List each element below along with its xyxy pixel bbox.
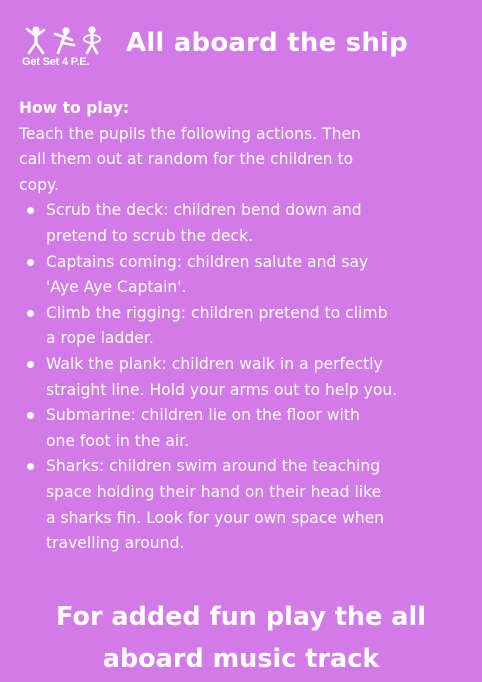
action-line: one foot in the air. <box>46 431 190 450</box>
action-line: Scrub the deck: children bend down and <box>46 201 362 220</box>
bullet-icon <box>27 259 34 266</box>
action-line: Walk the plank: children walk in a perfectly <box>46 354 383 373</box>
intro-line: Teach the pupils the following actions. Then <box>19 124 361 143</box>
logo <box>20 22 110 78</box>
list-item-walk-the-plank <box>19 352 467 403</box>
list-item-captains-coming <box>19 250 467 301</box>
action-line: straight line. Hold your arms out to help you. <box>46 380 398 399</box>
list-item-scrub-the-deck <box>19 198 467 249</box>
action-line: a rope ladder. <box>46 329 154 348</box>
intro-line: copy. <box>19 175 59 194</box>
intro-text <box>19 122 467 199</box>
action-line: Submarine: children lie on the floor with <box>46 406 360 425</box>
action-line: space holding their hand on their head like <box>46 482 382 501</box>
bullet-icon <box>27 361 34 368</box>
page-title: All aboard the ship <box>126 28 408 58</box>
action-line: travelling around. <box>46 534 185 553</box>
footer-line: For added fun play the all <box>56 602 426 632</box>
how-to-play-section <box>19 96 467 557</box>
how-to-play-label: How to play: <box>19 99 130 117</box>
action-line: Climb the rigging: children pretend to climb <box>46 303 388 322</box>
list-item-sharks <box>19 454 467 556</box>
header <box>20 22 470 82</box>
get-set-4-pe-figures-icon <box>22 24 106 56</box>
action-line: pretend to scrub the deck. <box>46 226 254 245</box>
action-line: a sharks fin. Look for your own space when <box>46 508 385 527</box>
action-line: Sharks: children swim around the teaching <box>46 457 381 476</box>
bullet-icon <box>27 412 34 419</box>
action-line: Captains coming: children salute and say <box>46 252 369 271</box>
action-line: 'Aye Aye Captain'. <box>46 278 187 297</box>
bullet-icon <box>27 207 34 214</box>
bullet-icon <box>27 310 34 317</box>
list-item-climb-the-rigging <box>19 301 467 352</box>
footer-callout <box>0 596 482 680</box>
bullet-icon <box>27 463 34 470</box>
logo-text: Get Set 4 P.E. <box>22 56 90 68</box>
actions-list <box>19 198 467 556</box>
footer-line: aboard music track <box>102 644 380 674</box>
list-item-submarine <box>19 403 467 454</box>
intro-line: call them out at random for the children to <box>19 150 354 169</box>
